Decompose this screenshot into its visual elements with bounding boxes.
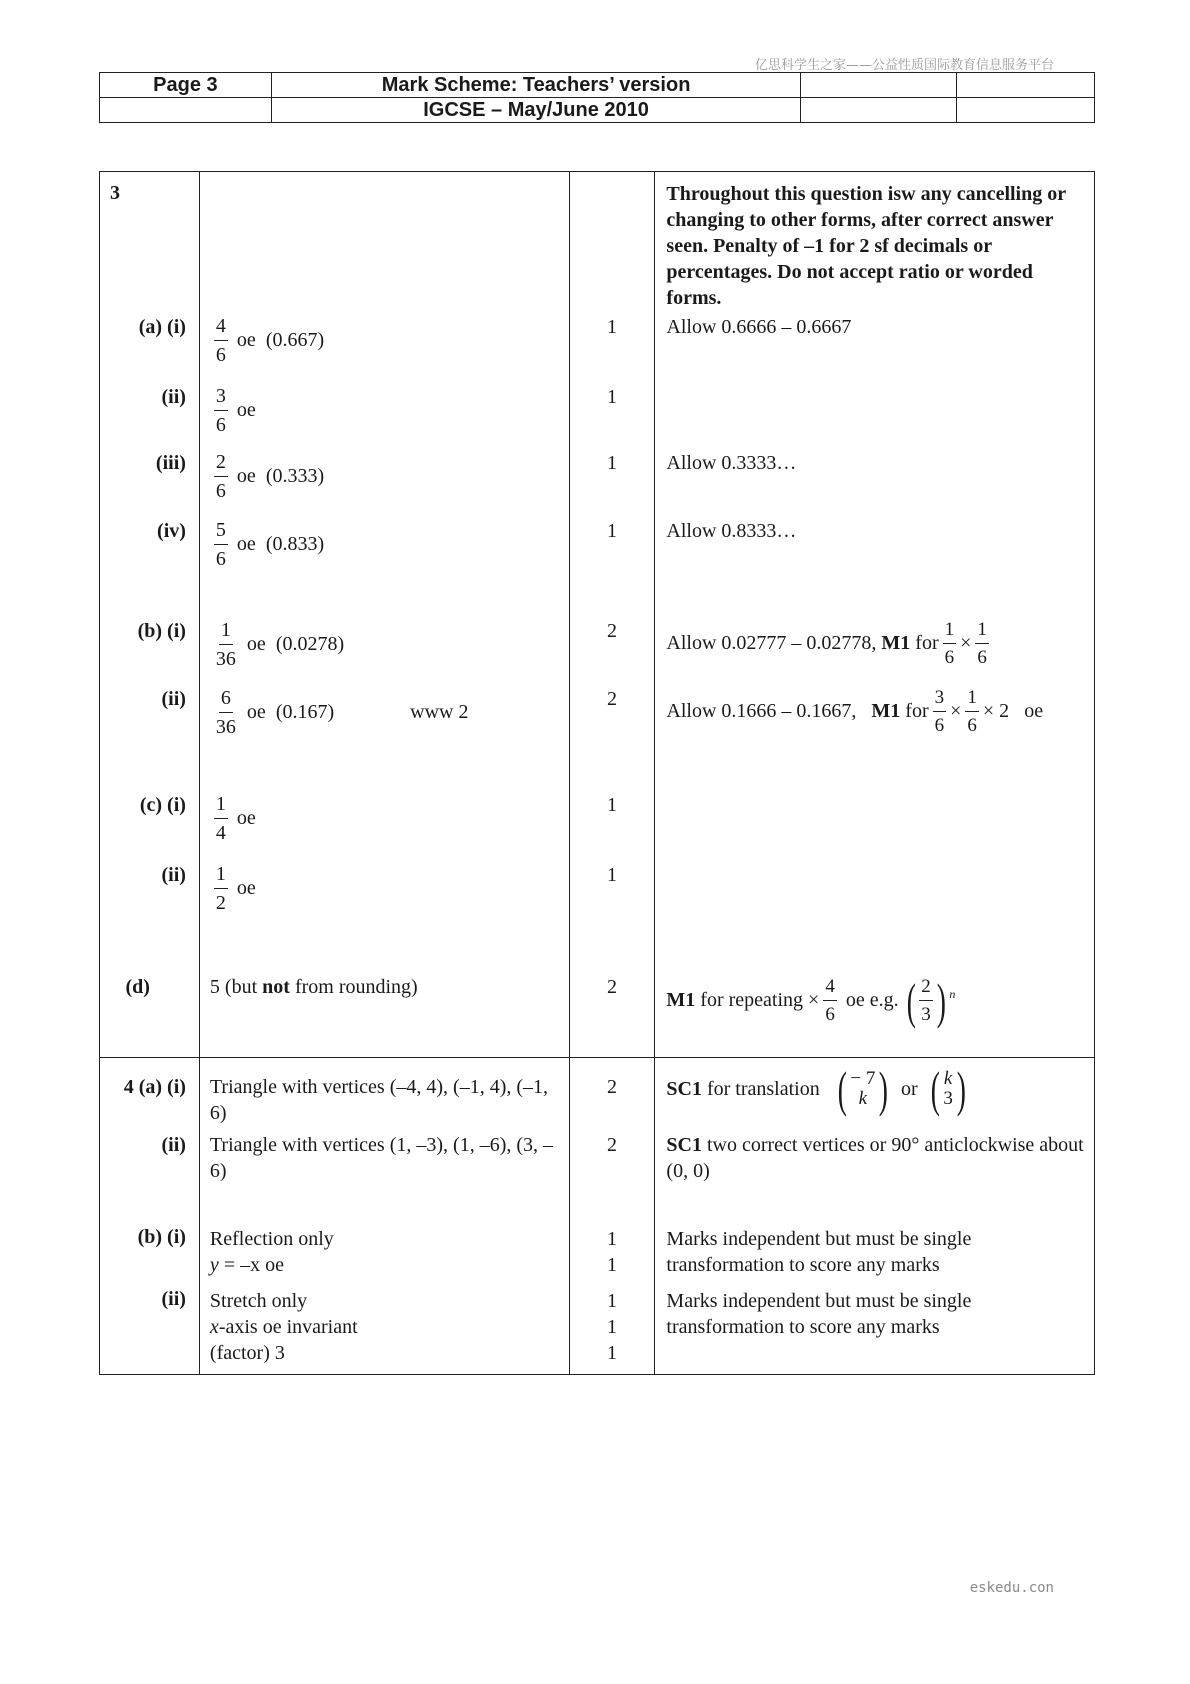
special-case-mark: SC1 — [666, 1134, 702, 1156]
oe-text: oe — [246, 700, 266, 723]
mark-value: 1 — [607, 793, 617, 816]
oe-text: oe — [246, 632, 266, 655]
answer-fraction: $\frac{6}{36}$ — [215, 686, 236, 738]
mark-value: 2 — [569, 1126, 655, 1226]
decimal-equivalent: (0.667) — [265, 328, 325, 351]
method-mark: M1 — [666, 989, 696, 1011]
part-label: (ii) — [161, 385, 186, 408]
answer-text: 5 (but not from rounding) — [209, 975, 418, 998]
table-row — [100, 620, 1095, 688]
guidance-text: Marks independent but must be single transformation to score any marks — [655, 1288, 1095, 1374]
guidance-text: Allow 0.02777 – 0.02778, M1 for $\frac{1}{6}$ × $\frac{1}{6}$ — [666, 618, 987, 668]
method-fraction: $\frac{1}{6}$ — [967, 686, 977, 736]
answer-fraction: $\frac{1}{4}$ — [215, 792, 226, 844]
document-title: Mark Scheme: Teachers’ version — [271, 73, 800, 98]
answer-fraction: $\frac{5}{6}$ — [215, 518, 226, 570]
column-vector: ( − 7 k ) — [837, 1061, 889, 1117]
method-mark: M1 — [881, 631, 911, 654]
oe-text: oe — [236, 328, 256, 351]
guidance-text: Allow 0.8333… — [666, 519, 797, 542]
page-header-table — [99, 72, 1095, 123]
mark-value: 1 1 — [569, 1226, 655, 1288]
guidance-text: M1 for repeating × $\frac{4}{6}$ oe e.g. ( $\frac{2}{3}$ ) n — [666, 972, 956, 1029]
oe-text: oe — [236, 464, 256, 487]
answer-fraction: $\frac{1}{2}$ — [215, 862, 226, 914]
mark-value: 2 — [607, 619, 617, 642]
method-fraction: $\frac{1}{6}$ — [944, 618, 955, 668]
table-row — [100, 976, 1095, 1058]
mark-value: 1 — [607, 315, 617, 338]
method-mark: M1 — [871, 699, 901, 722]
part-label: (iii) — [155, 451, 186, 474]
guidance-text: SC1 two correct vertices or 90° anticlockwise about (0, 0) — [655, 1126, 1095, 1226]
part-label: (b) (i) — [137, 619, 186, 642]
mark-value: 1 — [607, 451, 617, 474]
part-label: (ii) — [161, 1288, 186, 1310]
part-label: 4 (a) (i) — [123, 1076, 186, 1098]
header-empty-cell — [957, 98, 1095, 123]
mark-value: 1 1 1 — [569, 1288, 655, 1374]
decimal-equivalent: (0.333) — [265, 464, 325, 487]
answer-fraction: $\frac{2}{6}$ — [215, 450, 226, 502]
column-vector: ( k 3 ) — [930, 1061, 966, 1117]
decimal-equivalent: (0.0278) — [275, 632, 345, 655]
mark-value: 2 — [607, 975, 617, 998]
part-label: (c) (i) — [139, 793, 186, 816]
method-fraction: $\frac{3}{6}$ — [934, 686, 945, 736]
question-instructions: Throughout this question isw any cancelling or changing to other forms, after correct answer seen. Penalty of –1 for 2 sf decimals or percentages. Do not accept ratio or worded forms. — [655, 172, 1095, 316]
oe-text: oe — [236, 806, 256, 829]
table-row — [100, 386, 1095, 452]
table-row — [100, 864, 1095, 932]
part-label: (d) — [125, 975, 150, 998]
answer-fraction: $\frac{1}{36}$ — [215, 618, 236, 670]
footer-text: eskedu.con — [969, 1580, 1054, 1596]
oe-text: oe — [236, 398, 256, 421]
header-empty-cell — [957, 73, 1095, 98]
mark-value: 1 — [607, 519, 617, 542]
guidance-text: Allow 0.3333… — [666, 451, 797, 474]
header-empty-cell — [801, 73, 957, 98]
table-row — [100, 1226, 1095, 1288]
decimal-equivalent: (0.833) — [265, 532, 325, 555]
table-row — [100, 688, 1095, 756]
answer-fraction: $\frac{4}{6}$ — [215, 314, 226, 366]
part-label: (ii) — [161, 1134, 186, 1156]
part-label: (ii) — [161, 687, 186, 710]
document-subtitle: IGCSE – May/June 2010 — [271, 98, 800, 123]
mark-value: 2 — [569, 1058, 655, 1127]
special-case-mark: SC1 — [666, 1077, 702, 1100]
guidance-text: Marks independent but must be single transformation to score any marks — [655, 1226, 1095, 1288]
part-label: (a) (i) — [138, 315, 186, 338]
table-row — [100, 520, 1095, 588]
question-number: 3 — [100, 172, 200, 316]
guidance-text: SC1 for translation ( − 7 k ) or ( k 3 ) — [666, 1064, 1086, 1114]
table-row — [100, 172, 1095, 316]
guidance-text: Allow 0.1666 – 0.1667, M1 for $\frac{3}{6}$ × $\frac{1}{6}$ × 2 oe — [666, 686, 1044, 736]
table-row — [100, 1288, 1095, 1374]
method-fraction: $\frac{4}{6}$ — [825, 976, 835, 1025]
decimal-equivalent: (0.167) — [275, 700, 335, 723]
answer-text: Reflection only y = –x oe — [199, 1226, 569, 1288]
mark-scheme-table — [99, 171, 1095, 1375]
guidance-text: Allow 0.6666 – 0.6667 — [666, 315, 852, 338]
oe-text: oe — [236, 876, 256, 899]
mark-value: 2 — [607, 687, 617, 710]
table-row — [100, 794, 1095, 864]
oe-text: oe — [236, 532, 256, 555]
part-label: (iv) — [157, 519, 186, 542]
watermark-text: 亿思科学生之家——公益性质国际教育信息服务平台 — [754, 58, 1054, 73]
answer-fraction: $\frac{3}{6}$ — [215, 384, 226, 436]
answer-text: Stretch only x-axis oe invariant (factor) 3 — [199, 1288, 569, 1374]
header-empty-cell — [801, 98, 957, 123]
www-note: www 2 — [410, 700, 469, 723]
page-number: Page 3 — [100, 73, 272, 98]
header-empty-cell — [100, 98, 272, 123]
mark-value: 1 — [607, 863, 617, 886]
table-row — [100, 1126, 1095, 1226]
table-row — [100, 316, 1095, 386]
table-row — [100, 452, 1095, 520]
part-label: (b) (i) — [137, 1226, 186, 1248]
answer-text: Triangle with vertices (–4, 4), (–1, 4), (–1, 6) — [199, 1058, 569, 1127]
part-label: (ii) — [161, 863, 186, 886]
power-expression: ( $\frac{2}{3}$ ) n — [906, 972, 956, 1029]
mark-value: 1 — [607, 385, 617, 408]
answer-text: Triangle with vertices (1, –3), (1, –6), (3, –6) — [199, 1126, 569, 1226]
table-row — [100, 1058, 1095, 1127]
method-fraction: $\frac{1}{6}$ — [977, 618, 987, 668]
